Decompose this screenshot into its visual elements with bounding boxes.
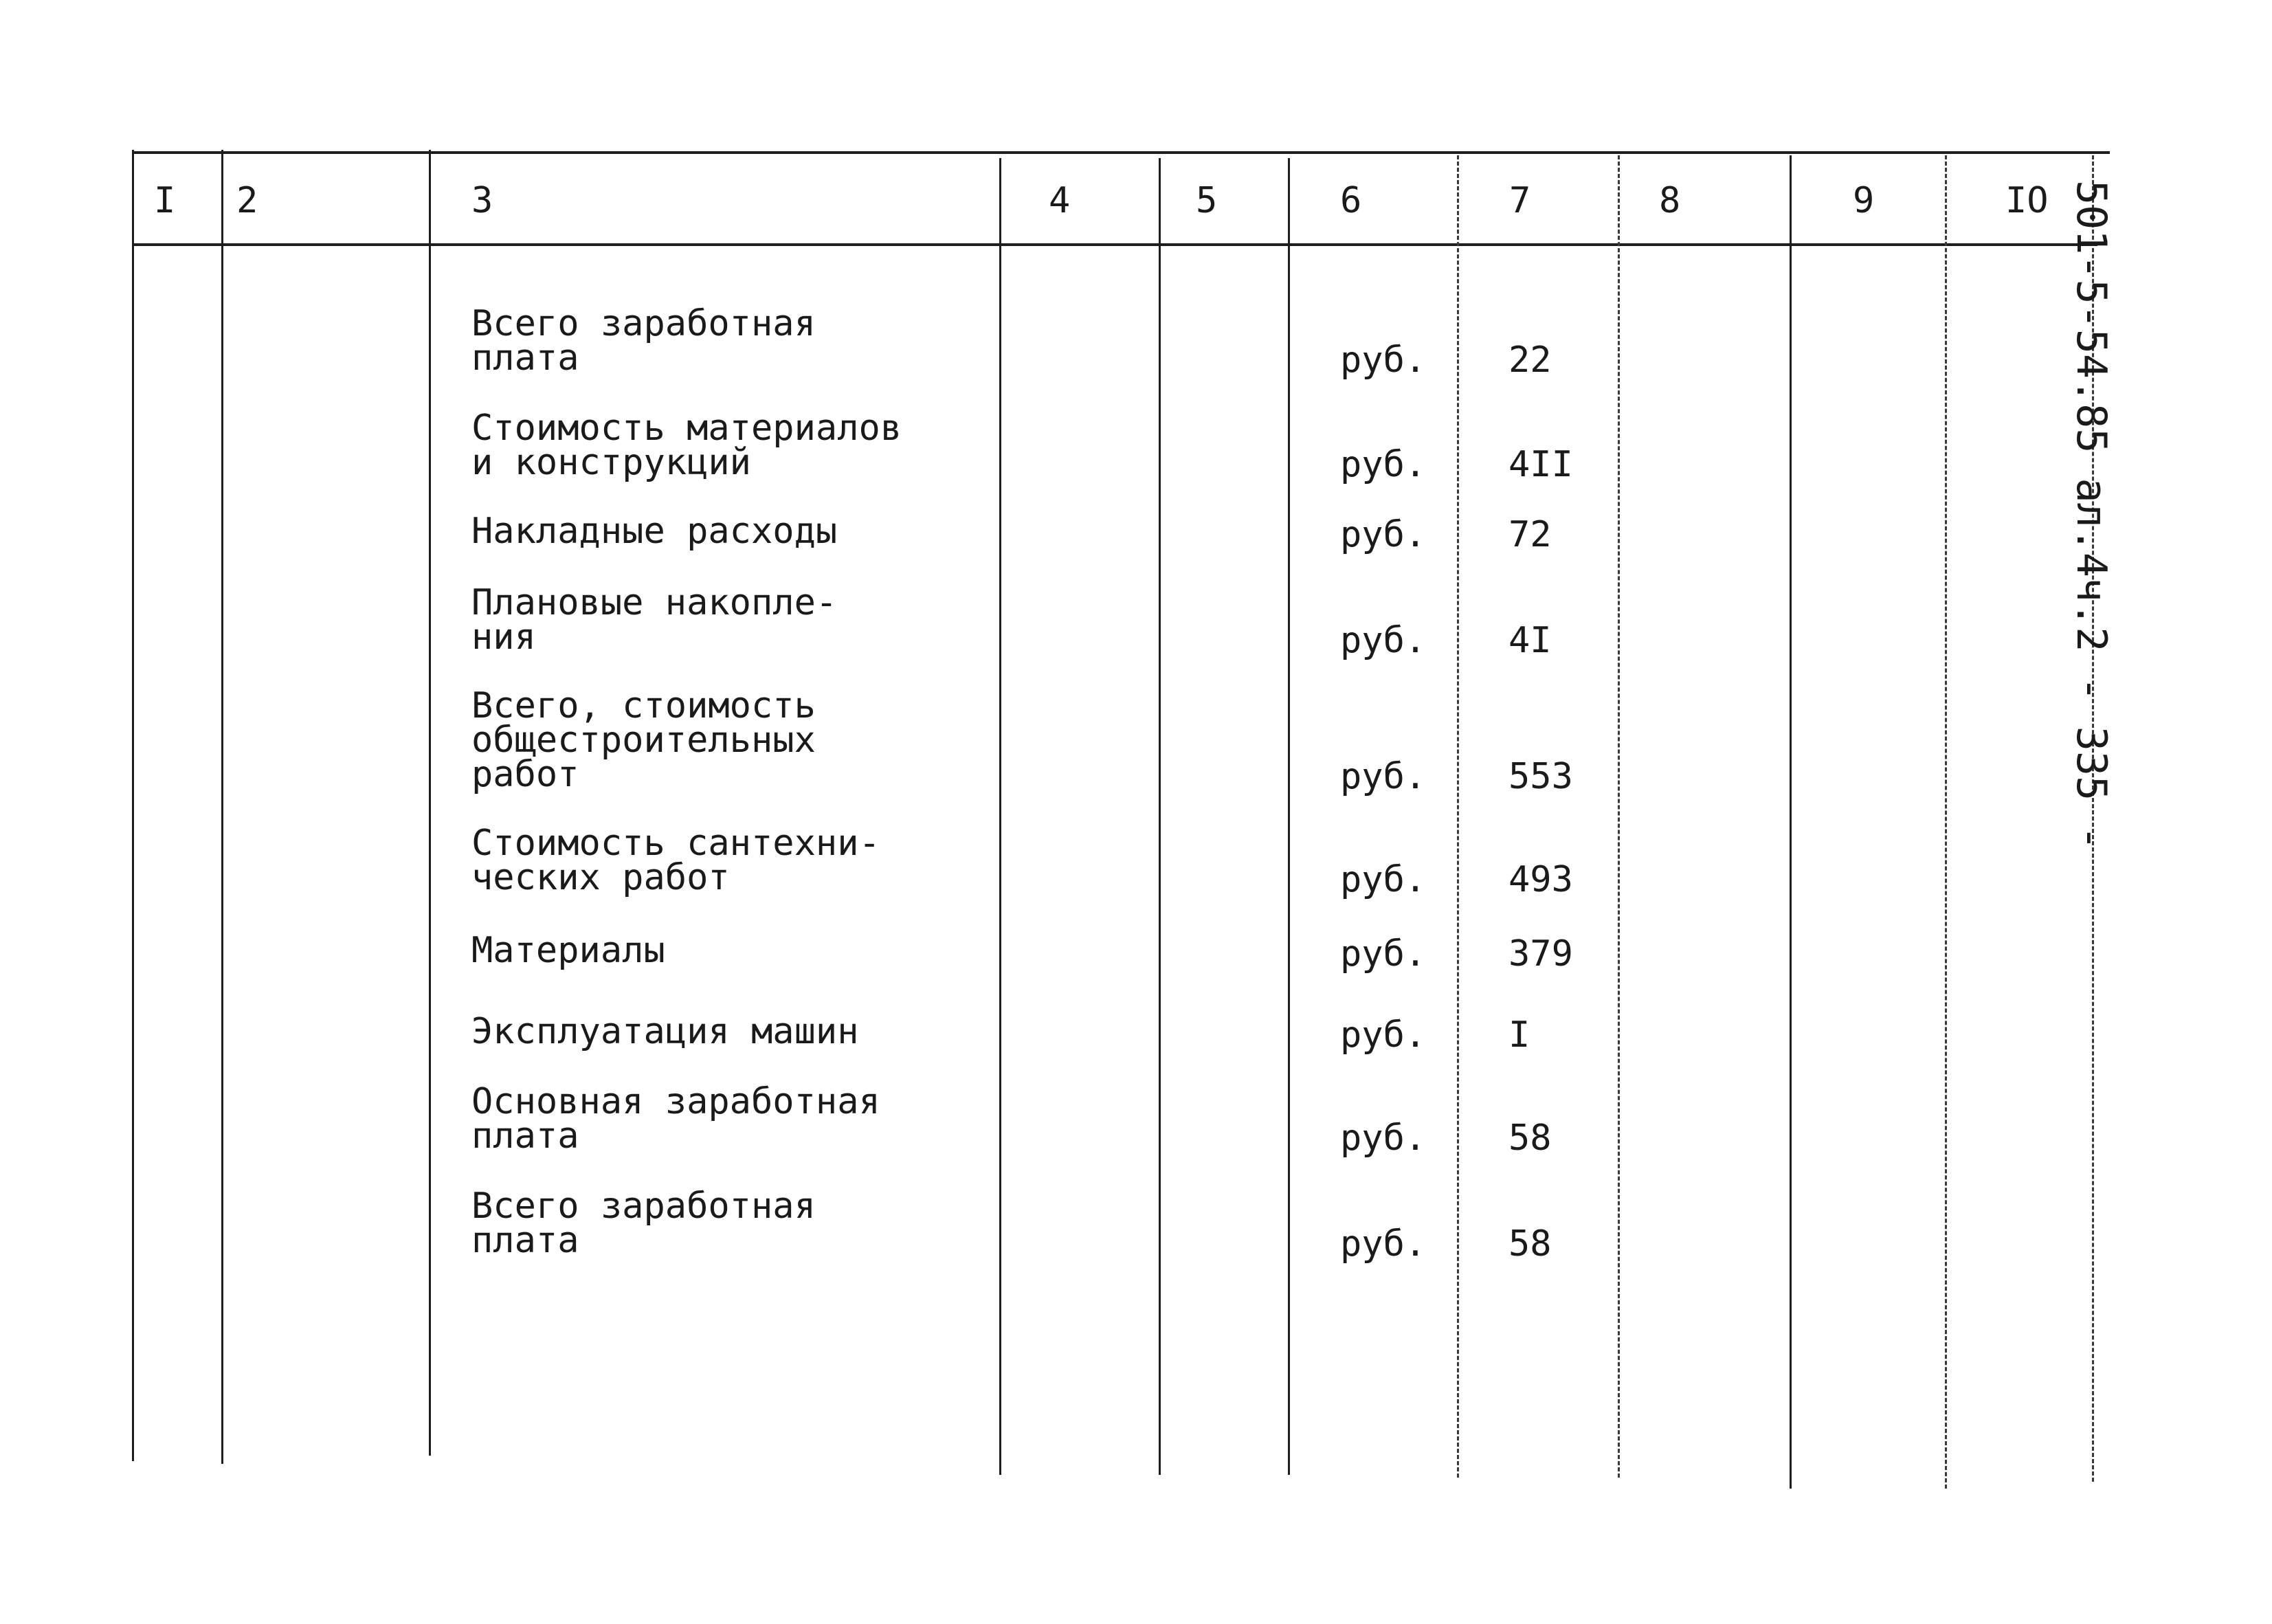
row-5-value: 553 xyxy=(1508,756,1573,797)
header-col-9: 9 xyxy=(1853,180,1875,221)
row-4-description: Плановые накопле- ния xyxy=(471,582,838,658)
row-8-value: I xyxy=(1508,1014,1530,1056)
row-4-value: 4I xyxy=(1508,620,1552,661)
row-7-unit: руб. xyxy=(1340,933,1427,975)
header-col-4: 4 xyxy=(1049,180,1071,221)
column-border-7-8 xyxy=(1618,155,1620,1478)
row-5-unit: руб. xyxy=(1340,756,1427,797)
column-border-4-5 xyxy=(1159,158,1161,1475)
row-3-value: 72 xyxy=(1508,514,1552,555)
header-col-8: 8 xyxy=(1659,180,1681,221)
row-1-description: Всего заработная плата xyxy=(471,303,816,379)
column-border-2-3 xyxy=(429,150,431,1456)
row-6-unit: руб. xyxy=(1340,859,1427,900)
row-2-unit: руб. xyxy=(1340,444,1427,485)
header-col-10: IO xyxy=(2005,180,2049,221)
row-10-description: Всего заработная плата xyxy=(471,1186,816,1261)
row-5-description: Всего, стоимость общестроительных работ xyxy=(471,685,816,795)
row-9-unit: руб. xyxy=(1340,1117,1427,1159)
side-document-code: 501-5-54.85 ал.4ч.2 - 335 - xyxy=(2067,180,2115,851)
row-10-unit: руб. xyxy=(1340,1223,1427,1265)
row-3-unit: руб. xyxy=(1340,514,1427,555)
row-4-unit: руб. xyxy=(1340,620,1427,661)
row-7-value: 379 xyxy=(1508,933,1573,975)
row-9-description: Основная заработная плата xyxy=(471,1081,880,1157)
row-8-description: Эксплуатация машин xyxy=(471,1011,859,1052)
row-8-unit: руб. xyxy=(1340,1014,1427,1056)
column-border-1-2 xyxy=(221,150,223,1464)
row-2-description: Стоимость материалов и конструкций xyxy=(471,408,902,483)
row-1-value: 22 xyxy=(1508,340,1552,381)
column-border-9-10 xyxy=(1945,155,1947,1489)
header-col-3: 3 xyxy=(471,180,493,221)
header-col-6: 6 xyxy=(1340,180,1362,221)
row-10-value: 58 xyxy=(1508,1223,1552,1265)
row-3-description: Накладные расходы xyxy=(471,511,838,552)
row-2-value: 4II xyxy=(1508,444,1573,485)
row-6-value: 493 xyxy=(1508,859,1573,900)
column-border-6-7 xyxy=(1457,155,1459,1478)
header-col-5: 5 xyxy=(1196,180,1218,221)
header-col-2: 2 xyxy=(236,180,258,221)
row-7-description: Материалы xyxy=(471,930,665,971)
header-bottom-border xyxy=(132,243,2097,246)
row-6-description: Стоимость сантехни- ческих работ xyxy=(471,823,880,898)
column-border-3-4 xyxy=(999,158,1001,1475)
row-1-unit: руб. xyxy=(1340,340,1427,381)
column-border-left xyxy=(132,150,134,1461)
column-border-8-9 xyxy=(1790,155,1792,1489)
header-col-7: 7 xyxy=(1509,180,1531,221)
header-col-1: I xyxy=(154,180,176,221)
column-border-5-6 xyxy=(1288,158,1290,1475)
row-9-value: 58 xyxy=(1508,1117,1552,1159)
